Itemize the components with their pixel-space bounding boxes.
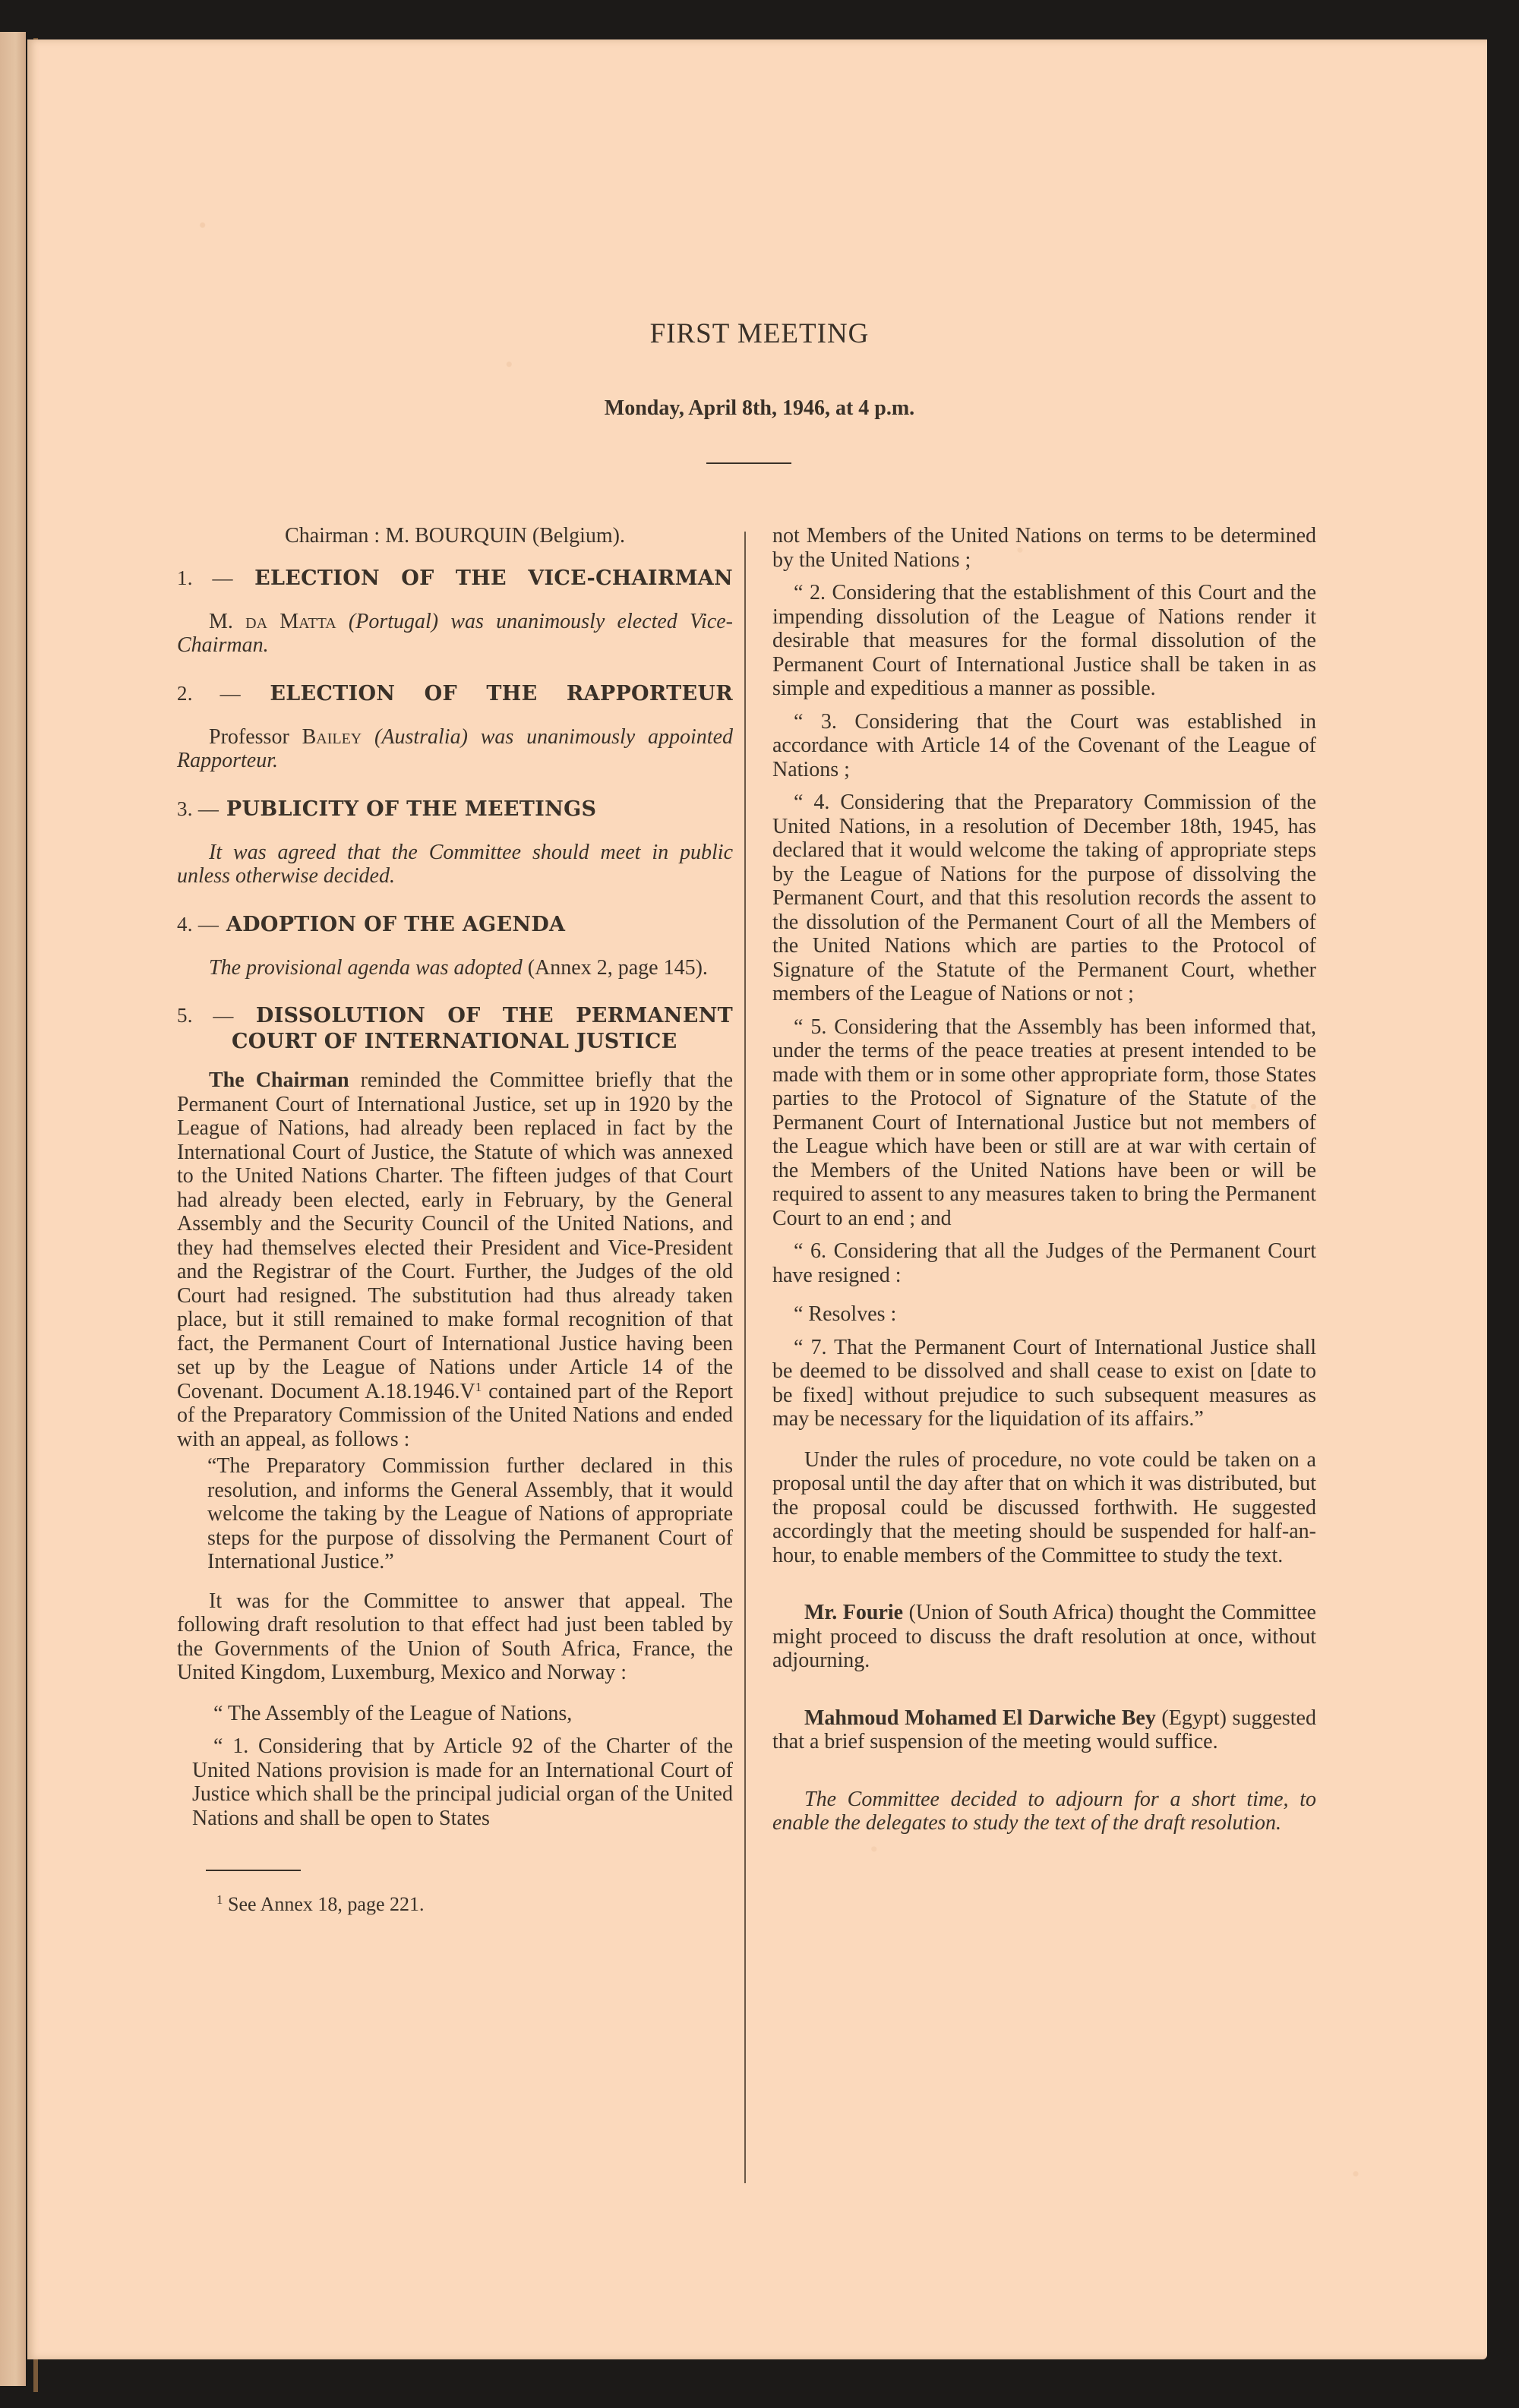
resolution-item-3: “ 3. Considering that the Court was established in accordance with Article 14 of the Covenant of the League of Nations ;	[772, 709, 1316, 781]
title-divider	[706, 462, 791, 464]
section-title: ADOPTION OF THE AGENDA	[226, 912, 566, 936]
meeting-title: FIRST MEETING	[649, 318, 870, 349]
section-heading-2	[177, 680, 733, 707]
resolution-item-6: “ 6. Considering that all the Judges of the Permanent Court have resigned :	[772, 1239, 1316, 1287]
person-name: Bailey	[302, 724, 362, 749]
title-prefix: Professor	[209, 724, 302, 749]
section-number: 1. —	[177, 566, 233, 589]
resolution-item-7: “ 7. That the Permanent Court of International Justice shall be deemed to be dissolved and shall cease to exist on [date to be fixed] without prejudice to such subsequent measures as may be necessary for the liquidation of its affairs.”	[772, 1335, 1316, 1431]
preparatory-commission-quote: “The Preparatory Commission further declared in this resolution, and informs the General Assembly, that it would welcome the taking by the League of Nations of appropriate steps for the purpose of dissolving the Permanent Court of International Justice.”	[207, 1454, 733, 1573]
section-title: PUBLICITY OF THE MEETINGS	[226, 797, 597, 821]
resolution-item-2: “ 2. Considering that the establishment of this Court and the impending dissolution of the League of Nations render it desirable that measures for the formal dissolution of the Permanent Court of International Justice shall be taken in as simple and expeditious a manner as possible.	[772, 581, 1316, 700]
right-column	[772, 524, 1316, 1835]
left-column	[177, 524, 733, 1917]
resolution-item-1: “ 1. Considering that by Article 92 of the Charter of the United Nations provision is made for an International Court of Justice which shall be the principal judicial organ of the United Nations and shall be open to States	[192, 1734, 733, 1830]
resolves-line: “ Resolves :	[794, 1302, 897, 1326]
column-divider	[744, 532, 746, 2183]
footnote-marker: 1	[216, 1892, 223, 1907]
resolution-item-1-continued: not Members of the United Nations on terms to be determined by the United Nations ;	[772, 524, 1316, 572]
resolution-item-4: “ 4. Considering that the Preparatory Commission of the United Nations, in a resolution of December 18th, 1945, has declared that it would welcome the taking of appropriate steps by the League of Nations for the purpose of dissolving the Permanent Court, and that this resolution records the assent to the dissolution of the Permanent Court of all the Members of the United Nations which are parties to the Protocol of Signature of the Statute of the Permanent Court, whether members of the League of Nations or not ;	[772, 791, 1316, 1005]
paragraph-text: reminded the Committee briefly that the Permanent Court of International Justice, set up in 1920 by the League of Nations, had already been replaced in fact by the International Court of Justice, the Statute of which was annexed to the United Nations Charter. The fifteen judges of that Court had already been elected, early in February, by the General Assembly and the Security Council of the United Nations, and they had themselves elected their President and Vice-President and the Registrar of the Court. Further, the Judges of the old Court had resigned. The substitution had thus already taken place, but it still remained to make formal recognition of that fact, the Permanent Court of International Justice having been set up by the League of Nations under Article 14 of the Covenant. Document A.18.1946.V	[177, 1068, 733, 1403]
section-text: (Portugal) was unanimously elected Vice-Chairman.	[177, 609, 734, 657]
speaker-name: Mahmoud Mohamed El Darwiche Bey	[804, 1706, 1156, 1730]
section-body-1	[177, 610, 733, 658]
closing-decision: The Committee decided to adjourn for a short time, to enable the delegates to study the text of the draft resolution.	[772, 1787, 1316, 1835]
section-heading-4	[177, 911, 733, 938]
section-body-3: It was agreed that the Committee should meet in public unless otherwise decided.	[177, 840, 733, 888]
previous-page-edge	[0, 32, 26, 2386]
footnote-divider	[206, 1870, 301, 1871]
section-number: 4. —	[177, 912, 219, 936]
footnote-reference[interactable]: 1	[475, 1379, 482, 1394]
section-body-4	[177, 956, 733, 980]
paragraph-text-continued: contained part of the Report of the Preparatory Commission of the United Nations and ended with an appeal, as follows :	[177, 1379, 733, 1451]
person-name: M. da Matta	[209, 609, 336, 633]
section-title: ELECTION OF THE RAPPORTEUR	[270, 681, 733, 705]
egypt-paragraph	[772, 1706, 1316, 1754]
section-number: 5. —	[177, 1004, 234, 1027]
section-heading-3	[177, 796, 733, 822]
appeal-paragraph: It was for the Committee to answer that appeal. The following draft resolution to that effect had just been tabled by the Governments of the Union of South Africa, France, the United Kingdom, Luxemburg, Mexico and Norway :	[177, 1589, 733, 1684]
paragraph-text: (Union of South Africa) thought the Committee might proceed to discuss the draft resolution at once, without adjourning.	[772, 1601, 1316, 1672]
section-text: (Australia) was unanimously appointed Rapporteur.	[177, 724, 734, 772]
section-heading-5	[177, 1002, 733, 1055]
fourie-paragraph	[772, 1601, 1316, 1673]
procedure-paragraph: Under the rules of procedure, no vote could be taken on a proposal until the day after that on which it was distributed, but the proposal could be discussed forthwith. He suggested accordingly that the meeting should be suspended for half-an-hour, to enable members of the Committee to study the text.	[772, 1447, 1316, 1567]
speaker-name: The Chairman	[209, 1068, 349, 1092]
section-body-2	[177, 725, 733, 773]
footnote	[177, 1892, 733, 1917]
section-text-italic: The provisional agenda was adopted	[209, 955, 523, 980]
speaker-name: Mr. Fourie	[804, 1601, 904, 1624]
section-heading-1	[177, 565, 733, 592]
resolution-opening: “ The Assembly of the League of Nations,	[213, 1701, 573, 1725]
meeting-date: Monday, April 8th, 1946, at 4 p.m.	[604, 396, 915, 420]
chairman-paragraph	[177, 1068, 733, 1451]
paragraph-text: (Egypt) suggested that a brief suspension of the meeting would suffice.	[772, 1706, 1316, 1753]
section-title-line-1: DISSOLUTION OF THE PERMANENT	[255, 1004, 733, 1027]
section-number: 2. —	[177, 681, 241, 705]
chairman-line: Chairman : M. BOURQUIN (Belgium).	[285, 524, 625, 548]
annex-reference: (Annex 2, page 145).	[522, 955, 708, 980]
section-title-line-2: COURT OF INTERNATIONAL JUSTICE	[232, 1030, 677, 1053]
section-title: ELECTION OF THE VICE-CHAIRMAN	[254, 566, 733, 590]
resolution-item-5: “ 5. Considering that the Assembly has been informed that, under the terms of the peace treaties at present intended to be made with them or in some other appropriate form, those States parties to the Protocol of Signature of the Statute of the Permanent Court of International Justice but not members of the League which have been or still are at war with certain of the Members of the United Nations have been or will be required to assent to any measures taken to bring the Permanent Court to an end ; and	[772, 1015, 1316, 1230]
footnote-text: See Annex 18, page 221.	[223, 1893, 425, 1915]
section-number: 3. —	[177, 797, 219, 820]
